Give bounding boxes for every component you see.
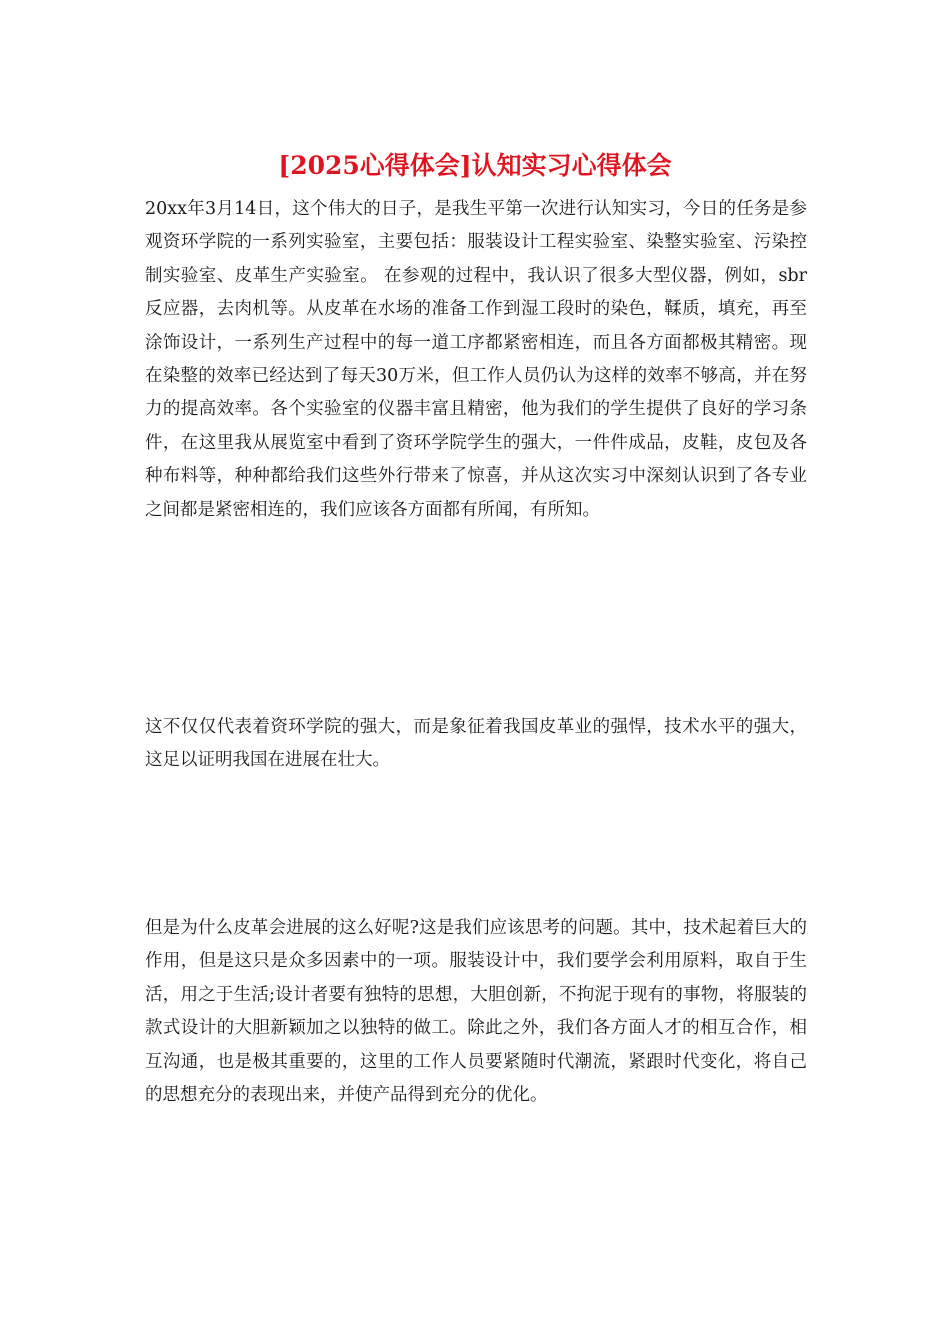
paragraph-2: 这不仅仅代表着资环学院的强大，而是象征着我国皮革业的强悍，技术水平的强大，这足以证明我国在进展在壮大。 — [145, 717, 807, 771]
paragraph-3: 但是为什么皮革会进展的这么好呢?这是我们应该思考的问题。其中，技术起着巨大的作用，但是这只是众多因素中的一项。服装设计中，我们要学会利用原料，取自于生活，用之于生活;设计者要有独特的思想，大胆创新，不拘泥于现有的事物，将服装的款式设计的大胆新颖加之以独特的做工。除此之外，我们各方面人才的相互合作，相互沟通，也是极其重要的，这里的工作人员要紧随时代潮流，紧跟时代变化，将自己的思想充分的表现出来，并使产品得到充分的优化。 — [145, 918, 807, 1106]
document-title: [2025心得体会]认知实习心得体会 — [278, 151, 672, 180]
paragraph-1: 20xx年3月14日，这个伟大的日子，是我生平第一次进行认知实习，今日的任务是参观资环学院的一系列实验室，主要包括：服装设计工程实验室、染整实验室、污染控制实验室、皮革生产实验室。 在参观的过程中，我认识了很多大型仪器，例如，sbr反应器，去肉机等。从皮革在水场的准备工作到湿工段时的染色，鞣质，填充，再至涂饰设计，一系列生产过程中的每一道工序都紧密相连，而且各方面都极其精密。现在染整的效率已经达到了每天30万米，但工作人员仍认为这样的效率不够高，并在努力的提高效率。各个实验室的仪器丰富且精密，他为我们的学生提供了良好的学习条件，在这里我从展览室中看到了资环学院学生的强大，一件件成品，皮鞋，皮包及各种布料等，种种都给我们这些外行带来了惊喜，并从这次实习中深刻认识到了各专业之间都是紧密相连的，我们应该各方面都有所闻，有所知。 — [145, 199, 807, 520]
